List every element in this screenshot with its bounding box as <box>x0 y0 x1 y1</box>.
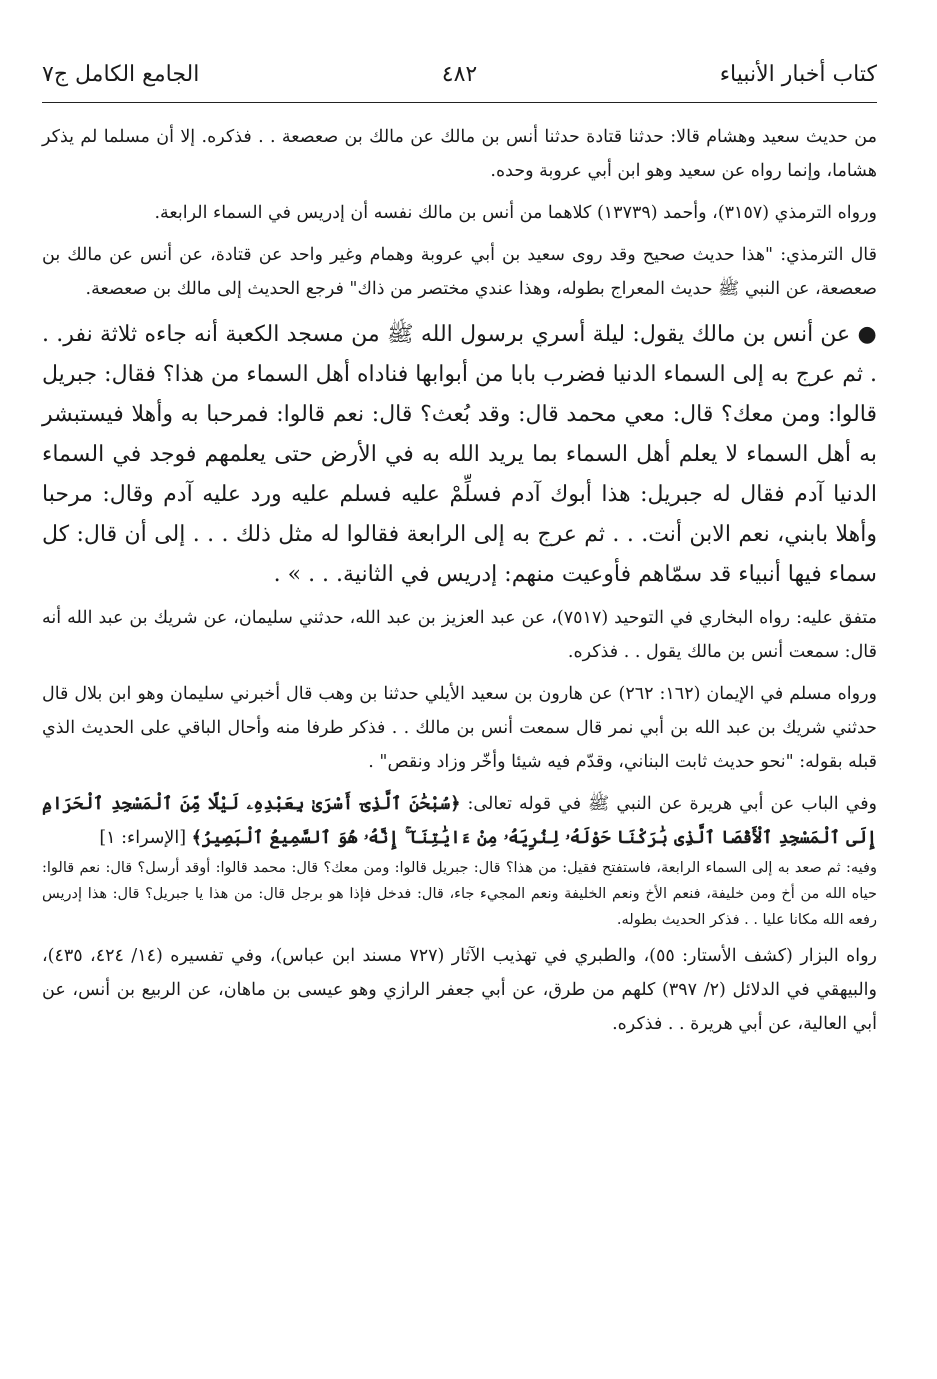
book-title: كتاب أخبار الأنبياء <box>719 62 877 87</box>
paragraph-tirmidhi-ahmad: ورواه الترمذي (٣١٥٧)، وأحمد (١٣٧٣٩) كلاهما من أنس بن مالك نفسه أن إدريس في السماء الرابعة. <box>154 203 877 223</box>
page-number: ٤٨٢ <box>441 62 478 87</box>
header-rule <box>42 102 877 103</box>
paragraph-isnad: من حديث سعيد وهشام قالا: حدثنا قتادة حدثنا أنس بن مالك عن مالك بن صعصعة . . فذكره. إلا أن مسلما لم يذكر هشاما، وإنما رواه عن سعيد وهو ابن أبي عروبة وحده. <box>42 127 877 181</box>
quran-reference: [الإسراء: ١] <box>99 828 192 848</box>
quran-verse: ﴿سُبْحَٰنَ ٱلَّذِىٓ أَسْرَىٰ بِعَبْدِهِۦ لَيْلًا مِّنَ ٱلْمَسْجِدِ ٱلْحَرَامِ إِلَى ٱلْمَسْجِدِ ٱلْأَقْصَا ٱلَّذِى بَٰرَكْنَا حَوْلَهُۥ لِنُرِيَهُۥ مِنْ ءَايَٰتِنَآ ۚ إِنَّهُۥ هُوَ ٱلسَّمِيعُ ٱلْبَصِيرُ﴾ <box>42 794 877 848</box>
paragraph-abu-hurayra <box>42 787 877 855</box>
hadith-text <box>42 314 877 595</box>
volume-title: الجامع الكامل ج٧ <box>42 62 200 87</box>
book-page <box>42 58 877 1049</box>
abu-hurayra-intro: وفي الباب عن أبي هريرة عن النبي ﷺ في قوله تعالى: <box>460 794 878 814</box>
paragraph-bazzar: رواه البزار (كشف الأستار: ٥٥)، والطبري في تهذيب الآثار (٧٢٧ مسند ابن عباس)، وفي تفسيره (١٤/ ٤٢٤، ٤٣٥)، والبيهقي في الدلائل (٢/ ٣٩٧) كلهم من طرق، عن أبي جعفر الرازي وهو عيسى بن ماهان، عن الربيع بن أنس، عن أبي العالية، عن أبي هريرة . . فذكره. <box>42 946 877 1034</box>
paragraph-detail: وفيه: ثم صعد به إلى السماء الرابعة، فاستفتح فقيل: من هذا؟ قال: جبريل قالوا: ومن معك؟ قال: محمد قالوا: أوقد أرسل؟ قال: نعم قالوا: حياه الله من أخ ومن خليفة، فنعم الأخ ونعم الخليفة ونعم المجيء جاء، قال: فدخل فإذا هو برجل قال: من هذا يا جبريل؟ قال: هذا إدريس رفعه الله مكانا عليا . . فذكر الحديث بطوله. <box>42 860 877 928</box>
bullet-icon: ● <box>857 321 878 347</box>
page-header <box>42 58 877 108</box>
paragraph-muttafaq: متفق عليه: رواه البخاري في التوحيد (٧٥١٧)، عن عبد العزيز بن عبد الله، حدثني سليمان، عن شريك بن عبد الله أنه قال: سمعت أنس بن مالك يقول . . فذكره. <box>42 608 877 662</box>
hadith-body: عن أنس بن مالك يقول: ليلة أسري برسول الله ﷺ من مسجد الكعبة أنه جاءه ثلاثة نفر. . . ثم عرج به إلى السماء الدنيا فضرب بابا من أبوابها فناداه أهل السماء من هذا؟ فقال: جبريل قالوا: ومن معك؟ قال: معي محمد قال: وقد بُعث؟ قال: نعم قالوا: فمرحبا به وأهلا فيستبشر به أهل السماء لا يعلم أهل السماء بما يريد الله به في الأرض حتى يعلمهم فوجد في السماء الدنيا آدم فقال له جبريل: هذا أبوك آدم فسلِّمْ عليه فسلم عليه ورد عليه آدم وقال: مرحبا وأهلا بابني، نعم الابن أنت. . . ثم عرج به إلى الرابعة فقالوا له مثل ذلك . . . إلى أن قال: كل سماء فيها أنبياء قد سمّاهم فأوعيت منهم: إدريس في الثانية. . . » . <box>42 322 877 587</box>
paragraph-tirmidhi-comment: قال الترمذي: "هذا حديث صحيح وقد روى سعيد بن أبي عروبة وهمام وغير واحد عن قتادة، عن أنس عن مالك بن صعصعة، عن النبي ﷺ حديث المعراج بطوله، وهذا عندي مختصر من ذاك" فرجع الحديث إلى مالك بن صعصعة. <box>42 245 877 299</box>
paragraph-muslim: ورواه مسلم في الإيمان (١٦٢: ٢٦٢) عن هارون بن سعيد الأيلي حدثنا بن وهب قال أخبرني سليمان وهو ابن بلال قال حدثني شريك بن عبد الله بن أبي نمر قال سمعت أنس بن مالك . . فذكر طرفا منه وأحال الباقي على الحديث الذي قبله بقوله: "نحو حديث ثابت البناني، وقدّم فيه شيئا وأخّر وزاد ونقص" . <box>42 684 878 772</box>
